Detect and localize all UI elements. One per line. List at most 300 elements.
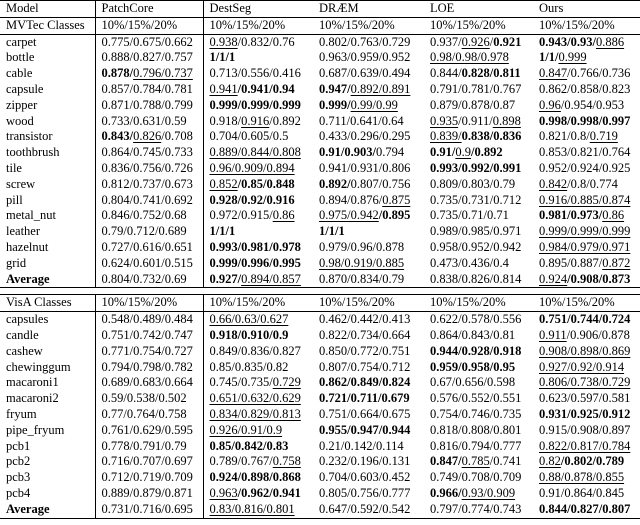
cell-text: 0.871/0.788/0.799	[101, 97, 193, 112]
value-patchcore	[95, 272, 203, 288]
value-ours	[533, 224, 640, 240]
cell-text: 0.842	[539, 176, 568, 191]
value-destseg	[203, 256, 313, 272]
value-destseg	[203, 98, 313, 114]
value-draem	[313, 177, 424, 193]
cell-text: 0.791/0.781/0.767	[430, 81, 522, 96]
class-name: cable	[0, 66, 95, 82]
ratio-label: 10%/15%/20%	[533, 17, 640, 34]
cell-text: 0.850/0.772/0.751	[319, 343, 411, 358]
value-loe	[424, 50, 533, 66]
table-row	[0, 129, 640, 145]
cell-text: 0.232/0.196/0.131	[319, 454, 411, 469]
cell-text: 0.979/0.96/0.878	[319, 239, 405, 254]
value-ours	[533, 129, 640, 145]
table-row	[0, 375, 640, 391]
value-draem	[313, 470, 424, 486]
cell-text: 0.898	[492, 113, 521, 128]
cell-text: 0.79/0.712/0.689	[101, 224, 187, 239]
cell-text: /0.832/0.76	[237, 34, 295, 49]
value-loe	[424, 129, 533, 145]
class-name: leather	[0, 224, 95, 240]
cell-text: /0.766/0.736	[567, 66, 631, 81]
value-loe	[424, 407, 533, 423]
value-ours	[533, 177, 640, 193]
cell-text: 0.704/0.605/0.5	[209, 129, 289, 144]
cell-text: 0.804/0.741/0.692	[101, 192, 193, 207]
cell-text: 0.88/0.878/0.855	[539, 470, 625, 485]
class-name: carpet	[0, 34, 95, 50]
cell-text: 0.984/0.979/0.971	[539, 239, 631, 254]
class-name: pcb3	[0, 470, 95, 486]
cell-text: 0.794	[375, 145, 405, 160]
value-draem	[313, 486, 424, 502]
class-name: toothbrush	[0, 145, 95, 161]
value-ours	[533, 407, 640, 423]
average-label: Average	[0, 502, 95, 518]
value-patchcore	[95, 34, 203, 50]
value-destseg	[203, 423, 313, 439]
cell-text: 0.999/0.999/0.999	[209, 97, 301, 112]
value-patchcore	[95, 360, 203, 376]
class-name: pipe_fryum	[0, 423, 95, 439]
table-row	[0, 486, 640, 502]
cell-text: 0.989/0.985/0.971	[430, 224, 522, 239]
cell-text: 0.85/0.835/0.82	[209, 359, 289, 374]
value-draem	[313, 391, 424, 407]
cell-text: 0.857/0.784/0.781	[101, 81, 193, 96]
cell-text: 0.818/0.808/0.801	[430, 422, 522, 437]
value-ours	[533, 454, 640, 470]
value-destseg	[203, 391, 313, 407]
cell-text: 0.576/0.552/0.551	[430, 391, 522, 406]
value-patchcore	[95, 145, 203, 161]
class-name: transistor	[0, 129, 95, 145]
value-patchcore	[95, 312, 203, 328]
table-row	[0, 177, 640, 193]
cell-text: 0.844/	[430, 66, 462, 81]
cell-text: 0.924/0.898/0.868	[209, 470, 301, 485]
cell-text: 0.86	[602, 208, 625, 223]
class-name: grid	[0, 256, 95, 272]
class-name: pill	[0, 193, 95, 209]
class-name: macaroni1	[0, 375, 95, 391]
value-ours	[533, 423, 640, 439]
cell-text: 0.849/0.836/0.827	[209, 343, 301, 358]
average-row	[0, 502, 640, 518]
cell-text: 0.879/0.878/0.87	[430, 97, 516, 112]
cell-text: 0.647/0.592/0.542	[319, 501, 411, 516]
section-spacer	[0, 288, 640, 295]
value-draem	[313, 224, 424, 240]
cell-text: 0.473/0.436/0.4	[430, 255, 509, 270]
class-name: hazelnut	[0, 240, 95, 256]
value-loe	[424, 114, 533, 130]
cell-text: /0.741	[489, 454, 522, 469]
ratio-label: 10%/15%/20%	[313, 17, 424, 34]
value-loe	[424, 240, 533, 256]
average-label: Average	[0, 272, 95, 288]
ratio-label: 10%/15%/20%	[424, 295, 533, 312]
value-loe	[424, 486, 533, 502]
cell-text: 0.892/0.891	[350, 81, 411, 96]
cell-text: 0.918/	[209, 113, 242, 128]
value-ours	[533, 114, 640, 130]
value-ours	[533, 375, 640, 391]
class-name: chewinggum	[0, 360, 95, 376]
value-draem	[313, 439, 424, 455]
cell-text: /0.908/0.873	[567, 271, 631, 286]
table-row	[0, 66, 640, 82]
value-patchcore	[95, 224, 203, 240]
value-draem	[313, 98, 424, 114]
value-destseg	[203, 407, 313, 423]
value-destseg	[203, 145, 313, 161]
value-ours	[533, 208, 640, 224]
class-name: wood	[0, 114, 95, 130]
cell-text: 0.888/0.827/0.757	[101, 50, 193, 65]
value-loe	[424, 208, 533, 224]
cell-text: 0.797/0.774/0.743	[430, 501, 522, 516]
value-patchcore	[95, 391, 203, 407]
header-draem: DRÆM	[313, 1, 424, 18]
cell-text: 0.785	[461, 454, 490, 469]
cell-text: 0.822/0.734/0.664	[319, 327, 411, 342]
cell-text: 0.822/0.817/0.784	[539, 438, 631, 453]
cell-text: 0.924	[539, 271, 568, 286]
value-ours	[533, 34, 640, 50]
value-draem	[313, 66, 424, 82]
table-row	[0, 423, 640, 439]
cell-text: 0.916/0.885/0.874	[539, 192, 631, 207]
cell-text: 0.712/0.719/0.709	[101, 470, 193, 485]
class-name: metal_nut	[0, 208, 95, 224]
class-name: cashew	[0, 344, 95, 360]
cell-text: 1/1/1	[209, 224, 236, 239]
cell-text: 0.838/0.836	[461, 129, 522, 144]
value-ours	[533, 66, 640, 82]
class-name: fryum	[0, 407, 95, 423]
value-ours	[533, 328, 640, 344]
cell-text: 0.911	[539, 327, 567, 342]
cell-text: 0.870/0.834/0.79	[319, 271, 405, 286]
cell-text: 0.749/0.708/0.709	[430, 470, 522, 485]
value-patchcore	[95, 161, 203, 177]
cell-text: 0.9	[455, 145, 471, 160]
value-destseg	[203, 454, 313, 470]
value-ours	[533, 344, 640, 360]
cell-text: 0.713/0.556/0.416	[209, 66, 301, 81]
ratio-label: 10%/15%/20%	[424, 17, 533, 34]
cell-text: /0.892	[470, 145, 503, 160]
cell-text: 0.93/0.909	[461, 485, 516, 500]
value-patchcore	[95, 502, 203, 518]
class-name: capsule	[0, 82, 95, 98]
value-patchcore	[95, 344, 203, 360]
value-draem	[313, 114, 424, 130]
cell-text: 0.59/0.538/0.502	[101, 391, 187, 406]
cell-text: 0.839/	[430, 129, 462, 144]
value-loe	[424, 177, 533, 193]
cell-text: 0.687/0.639/0.494	[319, 66, 411, 81]
cell-text: 0.721/0.711/0.679	[319, 391, 410, 406]
cell-text: 0.999/0.999/0.999	[539, 224, 631, 239]
cell-text: 0.959/0.958/0.95	[430, 359, 516, 374]
cell-text: 0.816/0.794/0.777	[430, 438, 522, 453]
table-row	[0, 114, 640, 130]
cell-text: 0.947/	[319, 81, 351, 96]
value-draem	[313, 50, 424, 66]
cell-text: /0.941/0.94	[237, 81, 295, 96]
value-patchcore	[95, 114, 203, 130]
cell-text: 0.889/0.879/0.871	[101, 485, 193, 500]
value-loe	[424, 502, 533, 518]
value-patchcore	[95, 193, 203, 209]
table-row	[0, 193, 640, 209]
cell-text: 0.761/0.629/0.595	[101, 422, 193, 437]
value-loe	[424, 66, 533, 82]
cell-text: 0.86	[272, 208, 295, 223]
header-patchcore: PatchCore	[95, 1, 203, 18]
cell-text: 0.875	[382, 192, 411, 207]
cell-text: 0.805/0.756/0.777	[319, 485, 411, 500]
cell-text: 0.91/0.903/	[319, 145, 376, 160]
value-loe	[424, 312, 533, 328]
cell-text: 0.846/0.752/0.68	[101, 208, 187, 223]
cell-text: 0.862/0.858/0.823	[539, 81, 631, 96]
spacer-cell	[0, 288, 640, 295]
value-patchcore	[95, 375, 203, 391]
table-row	[0, 439, 640, 455]
value-patchcore	[95, 470, 203, 486]
cell-text: 0.704/0.603/0.452	[319, 470, 411, 485]
table-row	[0, 256, 640, 272]
cell-text: 0.804/0.732/0.69	[101, 271, 187, 286]
value-patchcore	[95, 240, 203, 256]
value-destseg	[203, 470, 313, 486]
value-draem	[313, 272, 424, 288]
cell-text: 0.794/0.798/0.782	[101, 359, 193, 374]
cell-text: 0.735/0.71/0.71	[430, 208, 509, 223]
table-row	[0, 470, 640, 486]
cell-text: 0.958/0.952/0.942	[430, 239, 522, 254]
value-ours	[533, 98, 640, 114]
value-patchcore	[95, 407, 203, 423]
value-loe	[424, 193, 533, 209]
value-ours	[533, 486, 640, 502]
table-row	[0, 82, 640, 98]
value-loe	[424, 161, 533, 177]
table-row	[0, 312, 640, 328]
value-destseg	[203, 486, 313, 502]
value-destseg	[203, 114, 313, 130]
value-destseg	[203, 34, 313, 50]
value-destseg	[203, 224, 313, 240]
value-ours	[533, 256, 640, 272]
value-draem	[313, 328, 424, 344]
cell-text: 0.462/0.442/0.413	[319, 312, 411, 327]
table-row	[0, 50, 640, 66]
cell-text: 0.67/0.656/0.598	[430, 375, 516, 390]
ratio-label: 10%/15%/20%	[203, 17, 313, 34]
value-destseg	[203, 177, 313, 193]
cell-text: 0.941/0.931/0.806	[319, 160, 411, 175]
cell-text: 0.83/0.816/0.801	[209, 501, 295, 516]
cell-text: 0.927/0.92/0.914	[539, 359, 625, 374]
value-destseg	[203, 360, 313, 376]
cell-text: 0.751/0.744/0.724	[539, 312, 631, 327]
cell-text: /0.708	[161, 129, 193, 144]
value-patchcore	[95, 50, 203, 66]
cell-text: 0.735/0.731/0.712	[430, 192, 522, 207]
value-draem	[313, 423, 424, 439]
cell-text: 0.943/0.93/	[539, 34, 596, 49]
value-draem	[313, 34, 424, 50]
cell-text: 0.96/0.909/0.894	[209, 160, 295, 175]
cell-text: 0.802/0.763/0.729	[319, 34, 411, 49]
value-draem	[313, 344, 424, 360]
table-row	[0, 454, 640, 470]
cell-text: 0.727/0.616/0.651	[101, 239, 193, 254]
cell-text: 0.941	[209, 81, 238, 96]
cell-text: 0.789/0.767/	[209, 454, 273, 469]
table-row	[0, 98, 640, 114]
value-draem	[313, 145, 424, 161]
cell-text: 0.938	[209, 34, 238, 49]
cell-text: 0.77/0.764/0.758	[101, 406, 187, 421]
cell-text: 0.796/0.737	[133, 66, 193, 81]
ratio-label: 10%/15%/20%	[95, 17, 203, 34]
cell-text: 0.975/0.942	[319, 208, 379, 223]
cell-text: 1/1/1	[319, 224, 345, 239]
cell-text: 0.966/	[430, 485, 462, 500]
cell-text: 0.758	[272, 454, 301, 469]
value-ours	[533, 439, 640, 455]
cell-text: 0.847	[539, 66, 568, 81]
cell-text: 0.908/0.898/0.869	[539, 343, 631, 358]
value-patchcore	[95, 98, 203, 114]
cell-text: 0.91/	[430, 145, 456, 160]
cell-text: 0.955/0.947/0.944	[319, 422, 411, 437]
value-loe	[424, 328, 533, 344]
value-loe	[424, 439, 533, 455]
section-title: VisA Classes	[0, 295, 95, 312]
header-loe: LOE	[424, 1, 533, 18]
cell-text: 0.745/0.735/	[209, 375, 273, 390]
value-ours	[533, 240, 640, 256]
value-patchcore	[95, 208, 203, 224]
cell-text: 0.751/0.742/0.747	[101, 327, 193, 342]
cell-text: 0.886	[595, 34, 625, 49]
cell-text: 0.826	[133, 129, 162, 144]
cell-text: /	[489, 34, 494, 49]
cell-text: 0.935	[430, 113, 459, 128]
cell-text: 0.806/0.738/0.729	[539, 375, 631, 390]
cell-text: 0.844/0.827/0.807	[539, 501, 631, 516]
value-destseg	[203, 208, 313, 224]
value-patchcore	[95, 82, 203, 98]
cell-text: 0.862/0.849/0.824	[319, 375, 411, 390]
cell-text: 0.751/0.664/0.675	[319, 406, 411, 421]
value-ours	[533, 312, 640, 328]
value-ours	[533, 193, 640, 209]
ratio-label: 10%/15%/20%	[203, 295, 313, 312]
cell-text: 0.812/0.737/0.673	[101, 176, 193, 191]
value-draem	[313, 407, 424, 423]
table-row	[0, 240, 640, 256]
value-patchcore	[95, 486, 203, 502]
value-ours	[533, 82, 640, 98]
value-ours	[533, 50, 640, 66]
value-draem	[313, 454, 424, 470]
value-destseg	[203, 161, 313, 177]
header-destseg: DestSeg	[203, 1, 313, 18]
section-title: MVTec Classes	[0, 17, 95, 34]
cell-text: 0.998/0.998/0.997	[539, 113, 631, 128]
cell-text: 0.21/0.142/0.114	[319, 438, 404, 453]
cell-text: 0.864/0.843/0.81	[430, 327, 516, 342]
class-name: candle	[0, 328, 95, 344]
cell-text: 0.963	[209, 485, 238, 500]
value-draem	[313, 360, 424, 376]
cell-text: 0.993/0.981/0.978	[209, 239, 301, 254]
header-ours: Ours	[533, 1, 640, 18]
cell-text: 0.771/0.754/0.727	[101, 343, 193, 358]
value-draem	[313, 208, 424, 224]
cell-text: 0.915/0.908/0.897	[539, 422, 631, 437]
cell-text: 1/1/1	[209, 50, 236, 65]
value-ours	[533, 161, 640, 177]
table-row	[0, 161, 640, 177]
table-row	[0, 407, 640, 423]
value-destseg	[203, 272, 313, 288]
ratio-label: 10%/15%/20%	[533, 295, 640, 312]
value-ours	[533, 391, 640, 407]
cell-text: 0.719	[589, 129, 618, 144]
table-row	[0, 145, 640, 161]
cell-text: 0.733/0.631/0.59	[101, 113, 187, 128]
class-name: tile	[0, 161, 95, 177]
cell-text: /0.85/0.848	[237, 176, 295, 191]
value-destseg	[203, 439, 313, 455]
value-patchcore	[95, 129, 203, 145]
cell-text: 0.894/0.857	[241, 271, 301, 286]
cell-text: 0.944/0.928/0.918	[430, 343, 522, 358]
table-row	[0, 208, 640, 224]
value-patchcore	[95, 454, 203, 470]
value-ours	[533, 145, 640, 161]
value-draem	[313, 375, 424, 391]
cell-text: /0.906/0.878	[566, 327, 630, 342]
value-loe	[424, 82, 533, 98]
cell-text: /0.911/	[458, 113, 493, 128]
class-name: macaroni2	[0, 391, 95, 407]
cell-text: 0.963/0.959/0.952	[319, 50, 411, 65]
cell-text: 0.809/0.803/0.79	[430, 176, 516, 191]
value-destseg	[203, 375, 313, 391]
cell-text: /0.954/0.953	[560, 97, 625, 112]
value-ours	[533, 360, 640, 376]
cell-text: 0.926/0.91/0.9	[209, 422, 283, 437]
cell-text: 0.623/0.597/0.581	[539, 391, 631, 406]
value-destseg	[203, 82, 313, 98]
cell-text: 1/1/	[539, 50, 559, 65]
cell-text: 0.895/0.887/	[539, 255, 603, 270]
value-destseg	[203, 66, 313, 82]
cell-text: 0.927/	[209, 271, 242, 286]
cell-text: 0.754/0.746/0.735	[430, 406, 522, 421]
value-draem	[313, 256, 424, 272]
